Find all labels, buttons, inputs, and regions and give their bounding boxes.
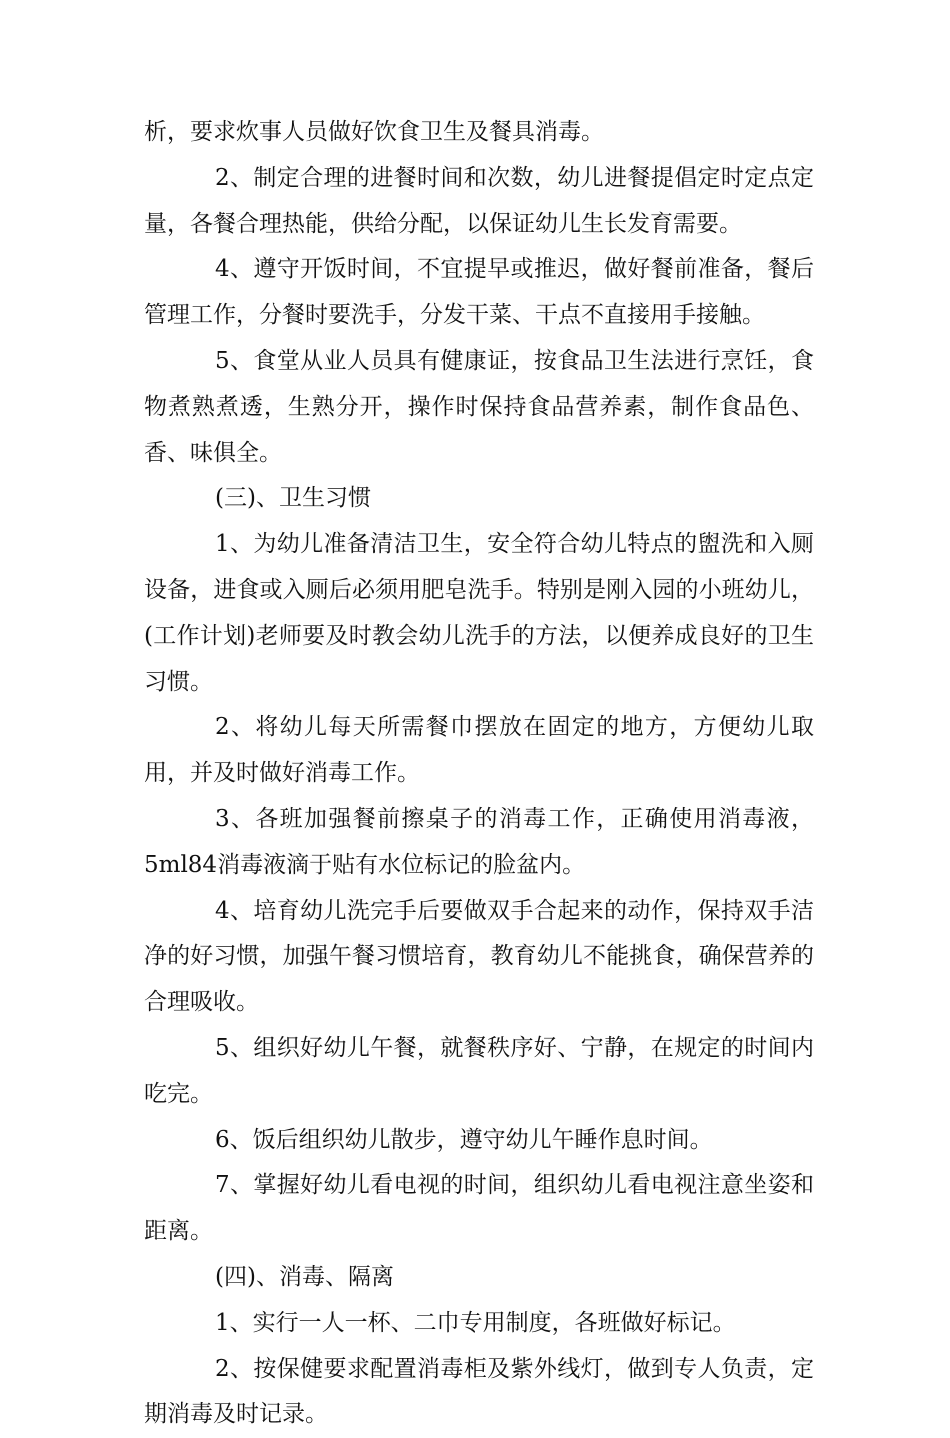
paragraph-1: 析，要求炊事人员做好饮食卫生及餐具消毒。: [144, 119, 604, 145]
paragraph-6: 1、为幼儿准备清洁卫生，安全符合幼儿特点的盥洗和入厕设备，进食或入厕后必须用肥皂洗手。特别是刚入园的小班幼儿，(工作计划)老师要及时教会幼儿洗手的方法，以便养成良好的卫生习惯。: [144, 531, 814, 695]
paragraph-10: 5、组织好幼儿午餐，就餐秩序好、宁静，在规定的时间内吃完。: [144, 1034, 814, 1107]
paragraph-12: 7、掌握好幼儿看电视的时间，组织幼儿看电视注意坐姿和距离。: [144, 1172, 814, 1245]
section-heading-hygiene-habits: (三)、卫生习惯: [215, 485, 371, 512]
paragraph-9: 4、培育幼儿洗完手后要做双手合起来的动作，保持双手洁净的好习惯，加强午餐习惯培育，教育幼儿不能挑食，确保营养的合理吸收。: [144, 897, 814, 1016]
paragraph-3: 4、遵守开饭时间，不宜提早或推迟，做好餐前准备，餐后管理工作，分餐时要洗手，分发干菜、干点不直接用手接触。: [144, 256, 814, 329]
paragraph-7: 2、将幼儿每天所需餐巾摆放在固定的地方，方便幼儿取用，并及时做好消毒工作。: [144, 714, 814, 787]
paragraph-11: 6、饭后组织幼儿散步，遵守幼儿午睡作息时间。: [215, 1126, 713, 1153]
paragraph-2: 2、制定合理的进餐时间和次数，幼儿进餐提倡定时定点定量，各餐合理热能，供给分配，以保证幼儿生长发育需要。: [144, 164, 814, 237]
document-page: [144, 110, 814, 1438]
paragraph-15: 2、按保健要求配置消毒柜及紫外线灯，做到专人负责，定期消毒及时记录。: [144, 1355, 814, 1428]
paragraph-14: 1、实行一人一杯、二巾专用制度，各班做好标记。: [215, 1309, 736, 1336]
paragraph-8: 3、各班加强餐前擦桌子的消毒工作，正确使用消毒液，5ml84消毒液滴于贴有水位标记的脸盆内。: [144, 805, 814, 878]
paragraph-4: 5、食堂从业人员具有健康证，按食品卫生法进行烹饪，食物煮熟煮透，生熟分开，操作时保持食品营养素，制作食品色、香、味俱全。: [144, 347, 814, 466]
section-heading-disinfection-isolation: (四)、消毒、隔离: [215, 1263, 394, 1290]
